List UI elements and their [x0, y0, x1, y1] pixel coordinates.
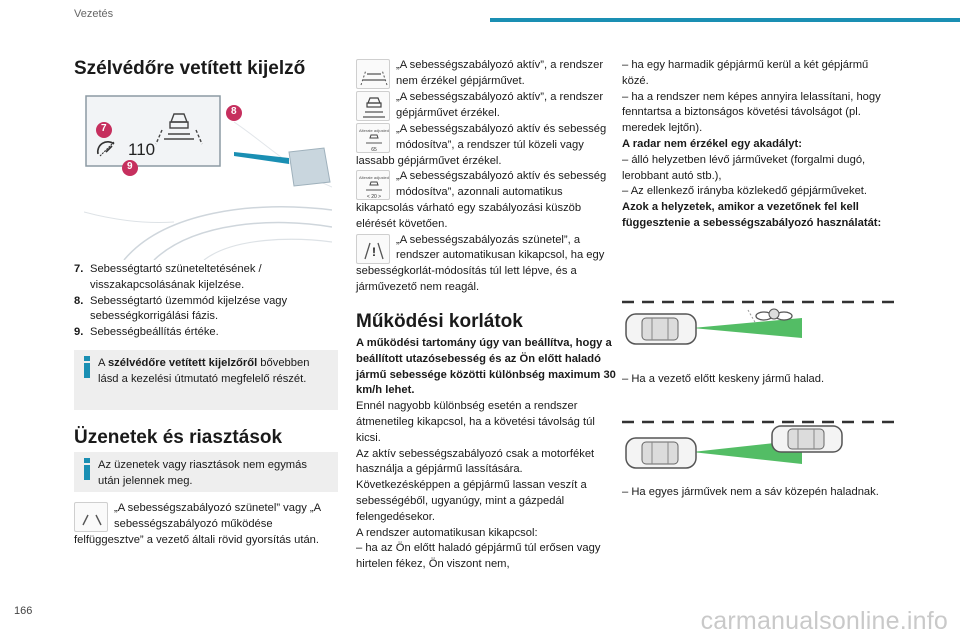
limits-continued: – ha egy harmadik gépjármű kerül a két gépjármű közé. – ha a rendszer nem képes annyira lelassítani, hogy fenntartsa a biztonságos követési távolságot (pl. meredek lejtőn). A radar nem érzékel egy akadályt: – álló helyzetben lévő járműveket (forgalmi dugó, lerobbant autó stb.), – Az ellenkező irányba közlekedő gépjárműveket. Azok a helyzetek, amikor a vezetőnek fel kell függesztenie a sebességszabályozó használatát:	[622, 59, 882, 229]
illustration-narrow-vehicle	[622, 296, 902, 360]
svg-text:!: !	[372, 244, 376, 259]
legend-list	[74, 262, 338, 341]
message-item: Alterate adjusted 65 „A sebességszabályozó aktív és sebesség módosítva”, a rendszer túl közeli vagy lassabb gépjárművet érzékel.	[356, 123, 607, 167]
info-box-hud: A szélvédőre vetített kijelzőről bővebben lásd a kezelési útmutató megfelelő részét.	[74, 350, 338, 410]
svg-text:65: 65	[371, 147, 377, 153]
legend-item: 7. Sebességtartó szüneteltetésének / visszakapcsolásának kijelzése.	[74, 263, 262, 291]
car-ahead-offset-icon	[772, 426, 842, 452]
speed-modified-icon	[356, 123, 390, 153]
hud-speed-value: 110	[128, 140, 156, 159]
road-lines-icon	[356, 59, 390, 89]
section-title-messages: Üzenetek és riasztások	[74, 427, 283, 448]
info-icon	[82, 458, 92, 480]
badge-8: 8	[231, 106, 237, 117]
header-accent-bar	[490, 18, 960, 22]
svg-text:< 20 >: < 20 >	[366, 194, 382, 201]
message-list	[356, 58, 620, 296]
caption-narrow-vehicle: – Ha a vezető előtt keskeny jármű halad.	[622, 373, 825, 385]
info-icon	[82, 356, 92, 378]
car-ahead-icon	[356, 91, 390, 121]
page-number: 166	[14, 605, 33, 617]
limits-text: A működési tartomány úgy van beállítva, hogy a beállított utazósebesség és az Ön előtt haladó jármű sebessége közötti különbség maximum 30 km/h lehet. Ennél nagyobb különbség esetén a rendszer átmenetileg kikapcsol, ha a követési távolság túl kicsi. Az aktív sebességszabályozó csak a motorféket használja a gépjármű lassítására. Következésképpen a gépjármű lassan veszít a sebességéből, ugyanúgy, mint a gázpedál felengedésekor. A rendszer automatikusan kikapcsol: – ha az Ön előtt haladó gépjármű túl erősen vagy hirtelen fékez, Ön viszont nem,	[356, 337, 616, 571]
section-title-limits: Működési korlátok	[356, 311, 523, 332]
warning-road-icon	[356, 234, 390, 264]
illustration-offcenter-vehicle	[622, 418, 902, 482]
message-item: Alterate adjusted < 20 > „A sebességszabályozó aktív és sebesség módosítva”, azonnali automatikus kikapcsolás várható egy szabályozási küszöb elérését követően.	[356, 170, 607, 230]
legend-item: 8. Sebességtartó üzemmód kijelzése vagy sebességkorrigálási fázis.	[74, 294, 288, 323]
info-box-messages: Az üzenetek vagy riasztások nem egymás után jelennek meg.	[74, 452, 338, 492]
auto-disconnect-icon	[356, 170, 390, 200]
badge-7: 7	[101, 123, 107, 134]
header-section-label: Vezetés	[74, 8, 114, 20]
message-paused: „A sebességszabályozó szünetel” vagy „A sebességszabályozó működése felfüggesztve” a vezető általi rövid gyorsítás után.	[74, 502, 321, 546]
car-icon	[626, 314, 696, 344]
section-title-hud: Szélvédőre vetített kijelző	[74, 58, 306, 79]
legend-item: 9. Sebességbeállítás értéke.	[74, 326, 219, 339]
message-item: „A sebességszabályozó aktív”, a rendszer nem érzékel gépjárművet.	[356, 58, 620, 90]
car-icon	[626, 438, 696, 468]
caption-offcenter-vehicle: – Ha egyes járművek nem a sáv közepén haladnak.	[622, 486, 879, 498]
badge-9: 9	[127, 161, 133, 172]
message-item: „A sebességszabályozó aktív”, a rendszer gépjárművet érzékel.	[356, 90, 620, 122]
paused-lines-icon	[74, 502, 108, 532]
svg-text:Alterate adjusted: Alterate adjusted	[358, 175, 390, 181]
message-item: ! „A sebességszabályozás szünetel”, a rendszer automatikusan kikapcsol, ha egy sebességkorlát-módosítás túl lett lépve, és a járművezető nem reagál.	[356, 233, 605, 293]
svg-text:Alterate adjusted: Alterate adjusted	[358, 128, 390, 133]
hud-illustration	[84, 92, 332, 260]
watermark: carmanualsonline.info	[700, 607, 948, 635]
